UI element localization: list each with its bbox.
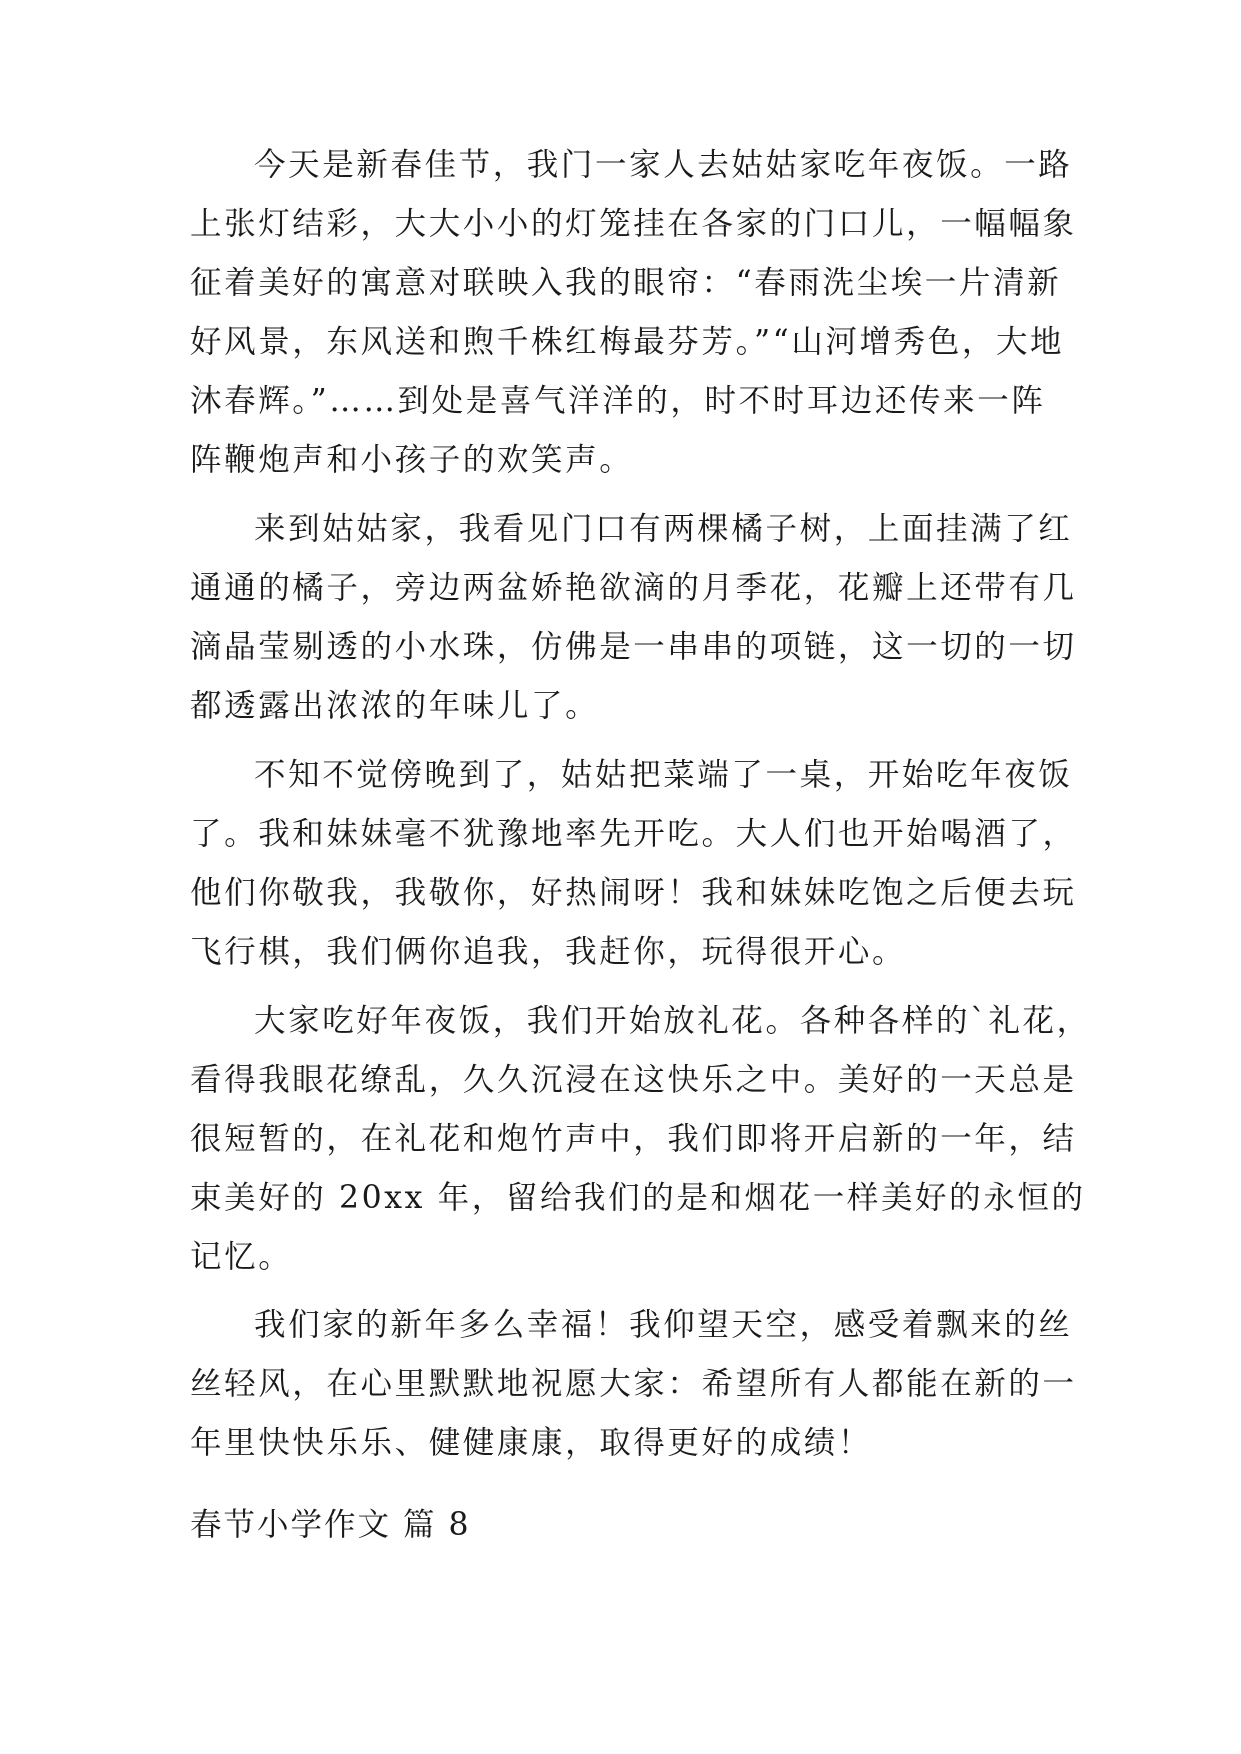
paragraph-1-line-6: 阵鞭炮声和小孩子的欢笑声。 (190, 442, 634, 478)
paragraph-1-line-1: 今天是新春佳节，我门一家人去姑姑家吃年夜饭。一路 (254, 147, 1073, 183)
paragraph-2-line-2: 通通的橘子，旁边两盆娇艳欲滴的月季花，花瓣上还带有几 (190, 570, 1077, 606)
paragraph-5-line-2: 丝轻风，在心里默默地祝愿大家：希望所有人都能在新的一 (190, 1366, 1077, 1402)
paragraph-5-line-1: 我们家的新年多么幸福！我仰望天空，感受着飘来的丝 (254, 1307, 1073, 1343)
paragraph-3-line-4: 飞行棋，我们俩你追我，我赶你，玩得很开心。 (190, 934, 907, 970)
paragraph-4-line-2: 看得我眼花缭乱，久久沉浸在这快乐之中。美好的一天总是 (190, 1062, 1077, 1098)
paragraph-1-line-2: 上张灯结彩，大大小小的灯笼挂在各家的门口儿，一幅幅象 (190, 206, 1077, 242)
paragraph-5-line-3: 年里快快乐乐、健健康康，取得更好的成绩！ (190, 1425, 873, 1461)
paragraph-3-line-2: 了。我和妹妹毫不犹豫地率先开吃。大人们也开始喝酒了， (190, 816, 1077, 852)
paragraph-4-line-1: 大家吃好年夜饭，我们开始放礼花。各种各样的`礼花， (254, 1003, 1091, 1039)
paragraph-1-line-3: 征着美好的寓意对联映入我的眼帘：“春雨洗尘埃一片清新 (190, 265, 1062, 301)
paragraph-4-line-5: 记忆。 (190, 1239, 293, 1275)
paragraph-2-line-1: 来到姑姑家，我看见门口有两棵橘子树，上面挂满了红 (254, 511, 1073, 547)
paragraph-4-line-4: 束美好的 20xx 年，留给我们的是和烟花一样美好的永恒的 (190, 1180, 1086, 1216)
paragraph-4-line-3: 很短暂的，在礼花和炮竹声中，我们即将开启新的一年，结 (190, 1121, 1077, 1157)
paragraph-3-line-3: 他们你敬我，我敬你，好热闹呀！我和妹妹吃饱之后便去玩 (190, 875, 1077, 911)
paragraph-1-line-5: 沐春辉。”……到处是喜气洋洋的，时不时耳边还传来一阵 (190, 383, 1046, 419)
paragraph-1-line-4: 好风景，东风送和煦千株红梅最芬芳。”“山河增秀色，大地 (190, 324, 1065, 360)
paragraph-2-line-4: 都透露出浓浓的年味儿了。 (190, 688, 600, 724)
section-heading: 春节小学作文 篇 8 (190, 1507, 471, 1543)
paragraph-3-line-1: 不知不觉傍晚到了，姑姑把菜端了一桌，开始吃年夜饭 (254, 757, 1073, 793)
paragraph-2-line-3: 滴晶莹剔透的小水珠，仿佛是一串串的项链，这一切的一切 (190, 629, 1077, 665)
